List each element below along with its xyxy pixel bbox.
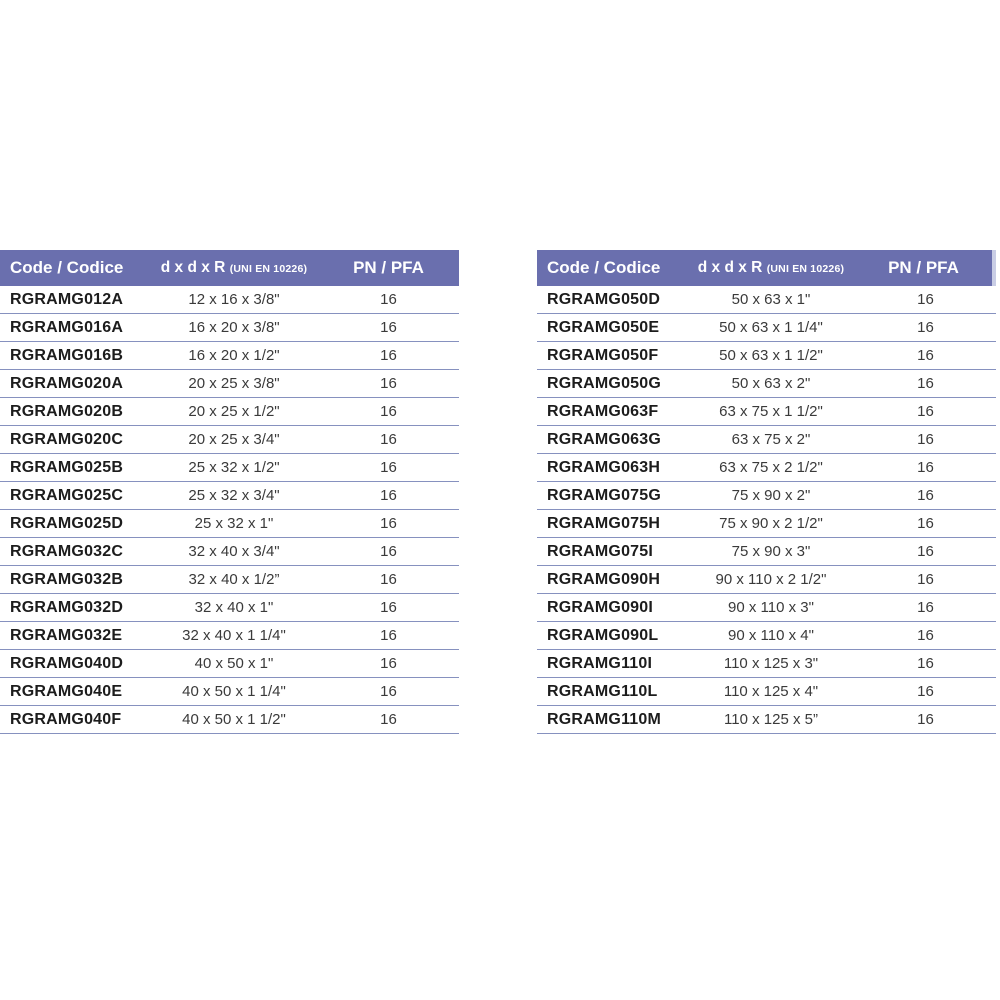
table-row <box>537 454 996 482</box>
table-row <box>537 566 996 594</box>
cell-code: RGRAMG090I <box>547 598 654 616</box>
column-header-pn: PN / PFA <box>353 258 424 277</box>
table-row <box>537 370 996 398</box>
cell-code: RGRAMG025B <box>10 458 124 476</box>
cell-code: RGRAMG032C <box>10 542 124 560</box>
cell-dimensions: 110 x 125 x 4" <box>723 683 819 700</box>
cell-code: RGRAMG063G <box>547 430 662 448</box>
cell-code: RGRAMG016A <box>10 318 124 336</box>
cell-dimensions: 75 x 90 x 2" <box>731 487 811 504</box>
table-row <box>0 678 459 706</box>
cell-code: RGRAMG032E <box>10 626 123 644</box>
cell-code: RGRAMG020C <box>10 430 124 448</box>
table-row <box>0 706 459 734</box>
cell-dimensions: 75 x 90 x 3" <box>731 543 811 560</box>
cell-code: RGRAMG040E <box>10 682 123 700</box>
cell-dimensions: 110 x 125 x 3" <box>723 655 819 672</box>
cell-pn: 16 <box>380 347 397 364</box>
cell-pn: 16 <box>380 403 397 420</box>
column-header-dimensions <box>687 259 855 277</box>
cell-dimensions: 40 x 50 x 1" <box>194 655 274 672</box>
cell-dimensions: 75 x 90 x 2 1/2" <box>719 515 823 532</box>
cell-pn: 16 <box>380 627 397 644</box>
cell-code: RGRAMG075H <box>547 514 661 532</box>
cell-dimensions: 63 x 75 x 2" <box>731 431 811 448</box>
cell-code: RGRAMG020B <box>10 402 124 420</box>
cell-pn: 16 <box>917 683 934 700</box>
table-row <box>537 314 996 342</box>
table-row <box>0 426 459 454</box>
table-body <box>537 286 996 734</box>
table-row <box>0 342 459 370</box>
table-header <box>537 250 996 286</box>
cell-pn: 16 <box>917 711 934 728</box>
cell-dimensions: 20 x 25 x 1/2" <box>188 403 280 420</box>
cell-dimensions: 16 x 20 x 3/8" <box>188 319 280 336</box>
table-row <box>0 286 459 314</box>
cell-pn: 16 <box>917 487 934 504</box>
column-header-code: Code / Codice <box>10 258 124 277</box>
cell-code: RGRAMG110L <box>547 682 658 700</box>
cell-pn: 16 <box>917 655 934 672</box>
cell-code: RGRAMG025D <box>10 514 124 532</box>
cell-pn: 16 <box>380 515 397 532</box>
cell-dimensions: 25 x 32 x 1" <box>194 515 274 532</box>
cell-code: RGRAMG050E <box>547 318 660 336</box>
cell-pn: 16 <box>917 347 934 364</box>
cell-code: RGRAMG032B <box>10 570 124 588</box>
spec-table-right <box>537 250 996 734</box>
dimensions-label: d x d x R <box>160 259 226 276</box>
cell-code: RGRAMG020A <box>10 374 124 392</box>
cell-code: RGRAMG050G <box>547 374 662 392</box>
cell-pn: 16 <box>380 431 397 448</box>
dimensions-standard-label: (UNI EN 10226) <box>229 263 308 275</box>
spec-tables <box>0 250 996 734</box>
cell-dimensions: 32 x 40 x 3/4" <box>188 543 280 560</box>
dimensions-label: d x d x R <box>697 259 763 276</box>
table-header <box>0 250 459 286</box>
cell-pn: 16 <box>380 683 397 700</box>
cell-code: RGRAMG075G <box>547 486 662 504</box>
cell-dimensions: 25 x 32 x 3/4" <box>188 487 280 504</box>
column-header-pn: PN / PFA <box>888 258 959 277</box>
cell-pn: 16 <box>917 375 934 392</box>
table-row <box>0 566 459 594</box>
cell-pn: 16 <box>380 375 397 392</box>
cell-code: RGRAMG016B <box>10 346 124 364</box>
cell-dimensions: 25 x 32 x 1/2" <box>188 459 280 476</box>
table-row <box>537 342 996 370</box>
table-row <box>537 286 996 314</box>
cell-pn: 16 <box>380 319 397 336</box>
cell-pn: 16 <box>917 627 934 644</box>
table-row <box>0 538 459 566</box>
table-row <box>0 650 459 678</box>
cell-code: RGRAMG063F <box>547 402 659 420</box>
cell-pn: 16 <box>917 431 934 448</box>
cell-code: RGRAMG012A <box>10 290 124 308</box>
cell-code: RGRAMG040F <box>10 710 122 728</box>
cell-dimensions: 50 x 63 x 2" <box>731 375 811 392</box>
column-header-dimensions <box>150 259 318 277</box>
table-row <box>537 650 996 678</box>
table-row <box>0 622 459 650</box>
cell-dimensions: 90 x 110 x 3" <box>728 599 814 616</box>
cell-dimensions: 32 x 40 x 1 1/4" <box>182 627 286 644</box>
cell-dimensions: 63 x 75 x 1 1/2" <box>719 403 823 420</box>
cell-code: RGRAMG025C <box>10 486 124 504</box>
table-row <box>537 398 996 426</box>
cell-code: RGRAMG110I <box>547 654 653 672</box>
cell-pn: 16 <box>380 459 397 476</box>
cell-dimensions: 20 x 25 x 3/4" <box>188 431 280 448</box>
table-row <box>0 398 459 426</box>
cell-code: RGRAMG075I <box>547 542 654 560</box>
cell-pn: 16 <box>380 543 397 560</box>
table-row <box>537 678 996 706</box>
cell-code: RGRAMG063H <box>547 458 661 476</box>
dimensions-standard-label: (UNI EN 10226) <box>766 263 845 275</box>
cell-pn: 16 <box>380 711 397 728</box>
cell-pn: 16 <box>917 403 934 420</box>
cell-dimensions: 40 x 50 x 1 1/2" <box>182 711 286 728</box>
table-row <box>537 594 996 622</box>
cell-code: RGRAMG090L <box>547 626 659 644</box>
cell-pn: 16 <box>380 655 397 672</box>
cell-pn: 16 <box>917 459 934 476</box>
cell-pn: 16 <box>380 291 397 308</box>
cell-code: RGRAMG050F <box>547 346 659 364</box>
table-row <box>537 426 996 454</box>
table-row <box>0 594 459 622</box>
cell-dimensions: 63 x 75 x 2 1/2" <box>719 459 823 476</box>
cell-dimensions: 32 x 40 x 1" <box>194 599 274 616</box>
cell-code: RGRAMG040D <box>10 654 124 672</box>
table-row <box>0 482 459 510</box>
table-row <box>0 454 459 482</box>
cell-pn: 16 <box>380 571 397 588</box>
table-row <box>537 706 996 734</box>
table-row <box>537 482 996 510</box>
cell-pn: 16 <box>917 515 934 532</box>
cell-code: RGRAMG090H <box>547 570 661 588</box>
table-row <box>537 510 996 538</box>
table-row <box>0 510 459 538</box>
cell-dimensions: 110 x 125 x 5” <box>724 711 818 728</box>
cell-code: RGRAMG110M <box>547 710 662 728</box>
cell-code: RGRAMG050D <box>547 290 661 308</box>
cell-dimensions: 20 x 25 x 3/8" <box>188 375 280 392</box>
table-row <box>0 314 459 342</box>
cell-code: RGRAMG032D <box>10 598 124 616</box>
spec-table-left <box>0 250 459 734</box>
cell-pn: 16 <box>380 487 397 504</box>
table-row <box>537 622 996 650</box>
cell-pn: 16 <box>917 543 934 560</box>
cell-pn: 16 <box>917 319 934 336</box>
cell-dimensions: 16 x 20 x 1/2" <box>188 347 280 364</box>
cell-dimensions: 50 x 63 x 1 1/2" <box>719 347 823 364</box>
cell-pn: 16 <box>917 571 934 588</box>
cell-pn: 16 <box>917 599 934 616</box>
cell-dimensions: 50 x 63 x 1" <box>731 291 811 308</box>
table-row <box>537 538 996 566</box>
cell-dimensions: 12 x 16 x 3/8" <box>188 291 280 308</box>
cell-dimensions: 90 x 110 x 2 1/2" <box>715 571 827 588</box>
table-row <box>0 370 459 398</box>
table-body <box>0 286 459 734</box>
cell-pn: 16 <box>380 599 397 616</box>
column-header-code: Code / Codice <box>547 258 661 277</box>
cell-dimensions: 32 x 40 x 1/2” <box>188 571 280 588</box>
cell-dimensions: 40 x 50 x 1 1/4" <box>182 683 286 700</box>
cell-pn: 16 <box>917 291 934 308</box>
cell-dimensions: 50 x 63 x 1 1/4" <box>719 319 823 336</box>
cell-dimensions: 90 x 110 x 4" <box>728 627 814 644</box>
